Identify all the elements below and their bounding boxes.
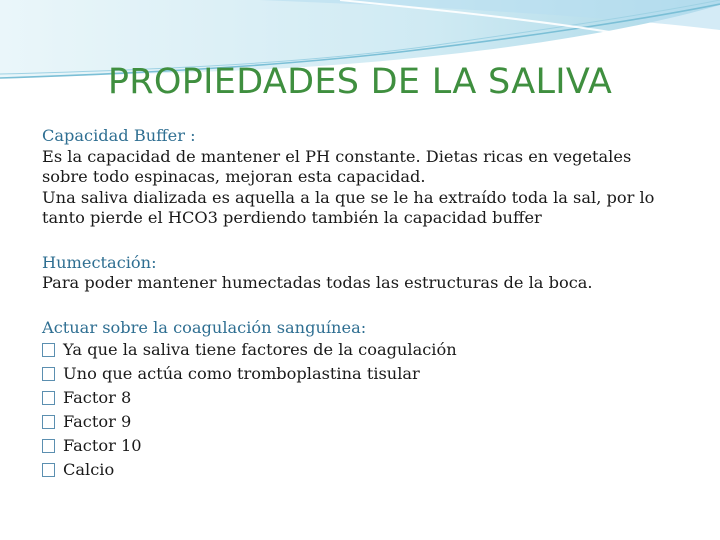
slide-body	[42, 126, 692, 482]
list-item-text: Calcio	[63, 459, 115, 479]
buffer-text-line: Es la capacidad de mantener el PH constante. Dietas ricas en vegetales	[42, 146, 632, 166]
list-item	[42, 410, 692, 434]
list-item-text: Factor 9	[63, 411, 132, 431]
square-bullet-icon	[42, 463, 55, 477]
humectacion-text: Para poder mantener humectadas todas las estructuras de la boca.	[42, 273, 593, 292]
list-item	[42, 362, 692, 386]
square-bullet-icon	[42, 439, 55, 453]
coagulacion-list	[42, 338, 692, 482]
square-bullet-icon	[42, 391, 55, 405]
list-item	[42, 386, 692, 410]
list-item-text: Factor 8	[63, 387, 132, 407]
buffer-text-line: sobre todo espinacas, mejoran esta capacidad.	[42, 167, 426, 186]
square-bullet-icon	[42, 415, 55, 429]
list-item	[42, 458, 692, 482]
buffer-heading: Capacidad Buffer :	[42, 126, 196, 145]
square-bullet-icon	[42, 343, 55, 357]
page-title: PROPIEDADES DE LA SALIVA	[107, 62, 613, 102]
list-item-text: Factor 10	[63, 435, 142, 455]
buffer-text-line: Una saliva dializada es aquella a la que se le ha extraído toda la sal, por lo	[42, 187, 655, 207]
square-bullet-icon	[42, 367, 55, 381]
coagulacion-heading: Actuar sobre la coagulación sanguínea:	[42, 317, 367, 337]
list-item	[42, 434, 692, 458]
list-item-text: Uno que actúa como tromboplastina tisular	[63, 363, 420, 383]
humectacion-heading: Humectación:	[42, 252, 157, 272]
section-spacer	[42, 294, 692, 318]
buffer-text-line: tanto pierde el HCO3 perdiendo también la capacidad buffer	[42, 208, 542, 227]
list-item-text: Ya que la saliva tiene factores de la coagulación	[63, 339, 457, 359]
list-item	[42, 338, 692, 362]
section-spacer	[42, 229, 692, 253]
